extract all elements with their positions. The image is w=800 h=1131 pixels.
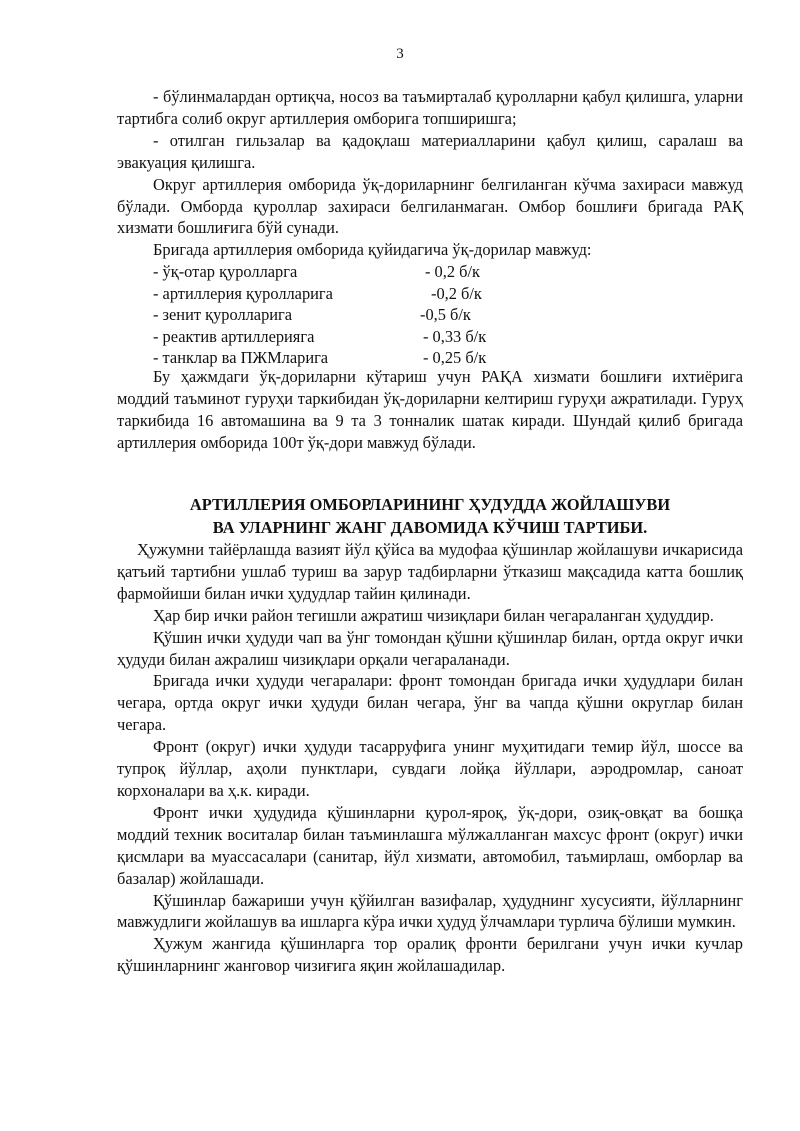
list-item-value: - 0,33 б/к <box>423 326 487 346</box>
list-item-value: -0,2 б/к <box>431 283 482 303</box>
supply-section <box>117 366 743 454</box>
intro-section <box>117 86 743 261</box>
paragraph: - отилган гильзалар ва қадоқлаш материалларини қабул қилиш, саралаш ва эвакуация қилишга. <box>117 130 743 172</box>
list-item-label: - ўқ-отар қуролларга <box>153 262 298 281</box>
paragraph: Ҳар бир ички район тегишли ажратиш чизиқлари билан чегараланган ҳудуддир. <box>153 605 714 625</box>
list-item-value: - 0,25 б/к <box>423 348 487 368</box>
paragraph: Фронт ички ҳудудида қўшинларни қурол-яроқ, ўқ-дори, озиқ-овқат ва бошқа моддий техник воситалар билан таъминлашга мўлжалланган махсус фронт (округ) ички қисмлари ва муассасалари (санитар, йўл хизмати, автомобил, таъмирлаш, омборлар ва базалар) жойлашади. <box>117 802 743 888</box>
main-section <box>117 539 743 977</box>
paragraph: - бўлинмалардан ортиқча, носоз ва таъмирталаб қуролларни қабул қилишга, уларни тартибга солиб округ артиллерия омборига топширишга; <box>117 87 743 128</box>
page-number: 3 <box>396 46 404 62</box>
paragraph: Бу ҳажмдаги ўқ-дориларни кўтариш учун РАҚА хизмати бошлиғи ихтиёрига моддий таъминот гуруҳи таркибидан ўқ-дориларни келтириш гуруҳи ажратилади. Гуруҳ таркибида 16 автомашина ва 9 та 3 тонналик шатак киради. Шундай қилиб бригада артиллерия омборида 100т ўқ-дори мавжуд бўлади. <box>117 367 743 452</box>
paragraph: Ҳужумни тайёрлашда вазият йўл қўйса ва мудофаа қўшинлар жойлашуви ичкарисида қатъий тартибни ушлаб туриш ва зарур тадбирларни ўтказиш мақсадида катта бошлиқ фармойиши билан ички ҳудудлар тайин қилинади. <box>117 540 743 603</box>
list-item-label: - реактив артиллерияга <box>153 326 315 346</box>
paragraph: Бригада артиллерия омборида қуйидагича ўқ-дорилар мавжуд: <box>153 240 592 260</box>
section-heading <box>117 494 743 539</box>
list-item-label: - артиллерия қуролларига <box>153 283 333 303</box>
paragraph: Фронт (округ) ички ҳудуди тасарруфига унинг муҳитидаги темир йўл, шоссе ва тупроқ йўллар, аҳоли пунктлари, сувдаги лойқа йўллари, аэродромлар, саноат корхоналари ва ҳ.к. киради. <box>117 737 743 800</box>
paragraph: Қўшинлар бажариши учун қўйилган вазифалар, ҳудуднинг хусусияти, йўлларнинг мавжудлиги жойлашув ва ишларга кўра ички ҳудуд ўлчамлари турлича бўлиши мумкин. <box>117 890 743 932</box>
paragraph: Округ артиллерия омборида ўқ-дориларнинг белгиланган кўчма захираси мавжуд бўлади. Омборда қуроллар захираси белгиланмаган. Омбор бошлиғи бригада РАҚ хизмати бошлиғига бўй сунади. <box>117 174 743 238</box>
paragraph: Ҳужум жангида қўшинларга тор оралиқ фронти берилгани учун ички кучлар қўшинларнинг жанговор чизиғига яқин жойлашадилар. <box>117 934 743 976</box>
heading-line: АРТИЛЛЕРИЯ ОМБОРЛАРИНИНГ ҲУДУДДА ЖОЙЛАШУВИ <box>189 495 671 514</box>
list-item-value: -0,5 б/к <box>420 305 471 325</box>
paragraph: Қўшин ички ҳудуди чап ва ўнг томондан қўшни қўшинлар билан, ортда округ ички ҳудуди билан ажралиш чизиқлари орқали чегараланади. <box>117 627 743 669</box>
list-item-label: - танклар ва ПЖМларига <box>153 348 329 368</box>
paragraph: Бригада ички ҳудуди чегаралари: фронт томондан бригада ички ҳудудлари билан чегара, ортда округ ички ҳудуди билан чегара, ўнг ва чапда қўшни округлар билан чегара. <box>117 671 743 735</box>
list-item-label: - зенит қуролларига <box>153 305 293 325</box>
list-item-value: - 0,2 б/к <box>425 262 480 281</box>
heading-line: ВА УЛАРНИНГ ЖАНГ ДАВОМИДА КЎЧИШ ТАРТИБИ. <box>212 517 648 537</box>
